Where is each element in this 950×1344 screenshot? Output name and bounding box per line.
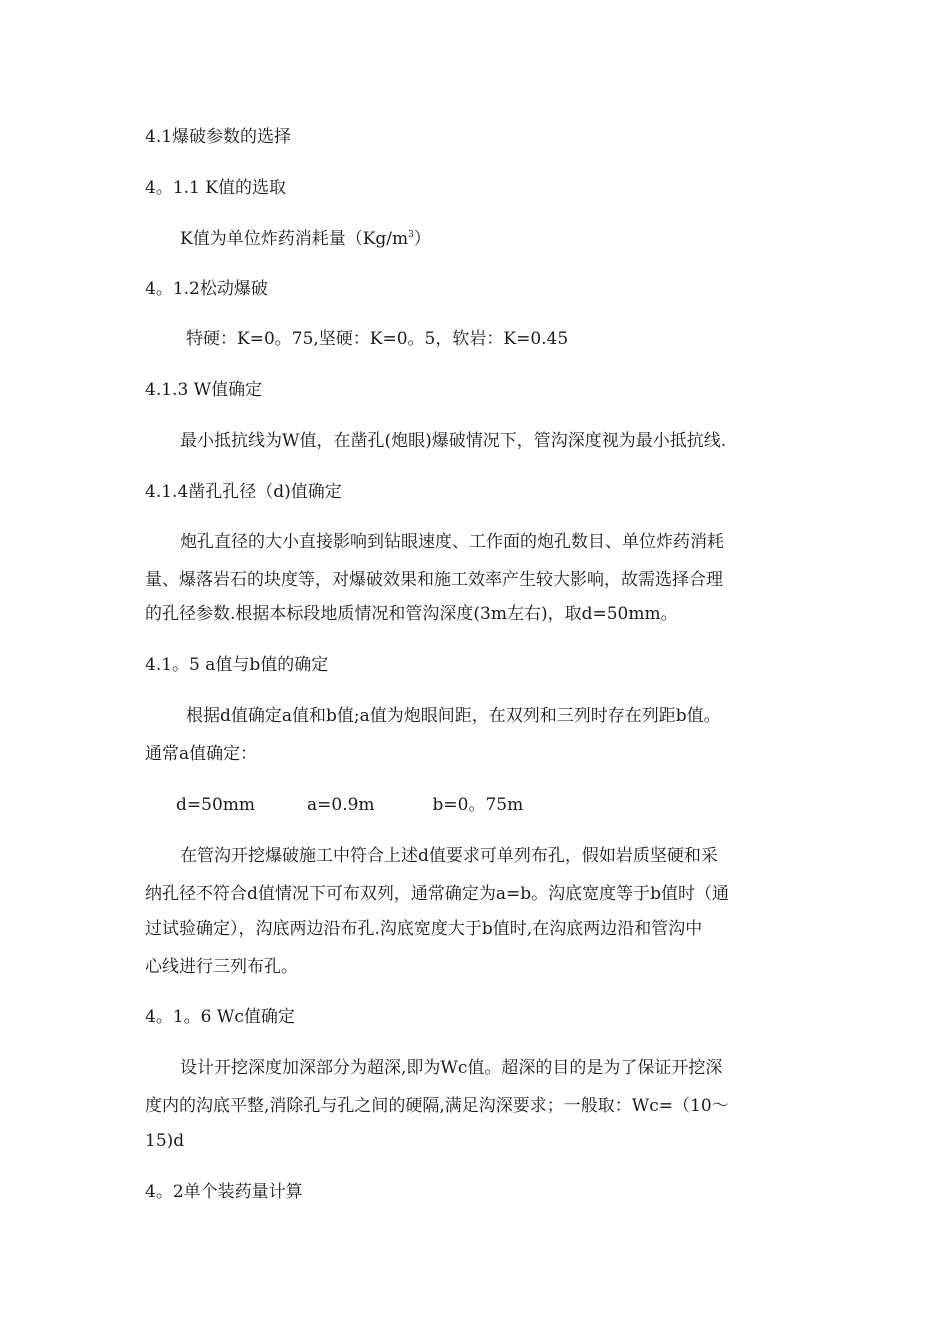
heading-4-1-4: 4.1.4凿孔孔径（d)值确定 — [145, 482, 342, 502]
k-definition — [180, 228, 431, 250]
heading-4-1-2: 4。1.2松动爆破 — [145, 279, 268, 299]
heading-4-1-6: 4。1。6 Wc值确定 — [145, 1007, 295, 1027]
w-definition: 最小抵抗线为W值，在凿孔(炮眼)爆破情况下，管沟深度视为最小抵抗线. — [180, 431, 727, 451]
heading-4-1-5: 4.1。5 a值与b值的确定 — [145, 655, 329, 675]
d-paragraph-line: 量、爆落岩石的块度等，对爆破效果和施工效率产生较大影响，故需选择合理 — [145, 570, 723, 590]
heading-4-2: 4。2单个装药量计算 — [145, 1182, 303, 1202]
wc-paragraph-line: 设计开挖深度加深部分为超深,即为Wc值。超深的目的是为了保证开挖深 — [180, 1058, 723, 1078]
param-b: b=0。75m — [432, 795, 524, 815]
layout-paragraph-line: 心线进行三列布孔。 — [145, 957, 298, 977]
k-definition-text: K值为单位炸药消耗量（Kg/m — [180, 229, 409, 249]
heading-4-1: 4.1爆破参数的选择 — [145, 127, 292, 147]
param-a: a=0.9m — [307, 795, 375, 815]
k-definition-close: ） — [413, 229, 431, 249]
param-d: d=50mm — [176, 795, 255, 815]
layout-paragraph-line: 在管沟开挖爆破施工中符合上述d值要求可单列布孔，假如岩质坚硬和采 — [180, 846, 718, 866]
wc-paragraph-line: 15)d — [145, 1131, 185, 1151]
layout-paragraph-line: 纳孔径不符合d值情况下可布双列，通常确定为a=b。沟底宽度等于b值时（通 — [145, 884, 730, 904]
ab-paragraph-line: 通常a值确定： — [145, 744, 258, 764]
d-paragraph-line: 炮孔直径的大小直接影响到钻眼速度、工作面的炮孔数目、单位炸药消耗 — [180, 532, 724, 552]
parameter-values — [176, 794, 523, 816]
k-definition-superscript: 3 — [408, 230, 414, 240]
heading-4-1-1: 4。1.1 K值的选取 — [145, 178, 286, 198]
heading-4-1-3: 4.1.3 W值确定 — [145, 380, 263, 400]
ab-paragraph-line: 根据d值确定a值和b值;a值为炮眼间距，在双列和三列时存在列距b值。 — [186, 706, 721, 726]
wc-paragraph-line: 度内的沟底平整,消除孔与孔之间的硬隔,满足沟深要求；一般取：Wc=（10～ — [145, 1096, 729, 1116]
loose-blasting-values: 特硬：K=0。75,坚硬：K=0。5，软岩：K=0.45 — [186, 329, 569, 349]
layout-paragraph-line: 过试验确定），沟底两边沿布孔.沟底宽度大于b值时,在沟底两边沿和管沟中 — [145, 919, 703, 939]
d-paragraph-line: 的孔径参数.根据本标段地质情况和管沟深度(3m左右)，取d=50mm。 — [145, 604, 678, 624]
